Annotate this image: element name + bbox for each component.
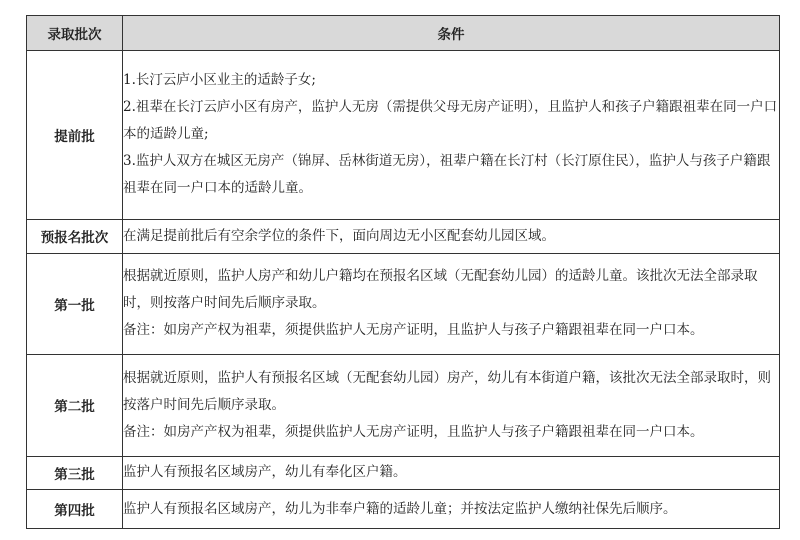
condition-note: 备注：如房产产权为祖辈，须提供监护人无房产证明，且监护人与孩子户籍跟祖辈在同一户口本。 [123, 423, 704, 440]
condition-cell [123, 456, 780, 490]
condition-note: 备注：如房产产权为祖辈，须提供监护人无房产证明，且监护人与孩子户籍跟祖辈在同一户口本。 [123, 322, 704, 339]
table-row-first-batch [27, 254, 780, 355]
condition-line: 1.长汀云庐小区业主的适龄子女; [123, 72, 316, 89]
condition-cell [123, 490, 780, 529]
table-row-advance-batch [27, 50, 780, 219]
table-row-third-batch [27, 456, 780, 490]
condition-cell [123, 254, 780, 355]
condition-line: 监护人有预报名区域房产，幼儿为非奉户籍的适龄儿童；并按法定监护人缴纳社保先后顺序。 [123, 500, 677, 517]
table-row-second-batch [27, 354, 780, 456]
condition-cell [123, 50, 780, 219]
condition-line: 在满足提前批后有空余学位的条件下，面向周边无小区配套幼儿园区域。 [123, 227, 555, 244]
batch-name: 提前批 [27, 50, 123, 219]
condition-cell [123, 219, 780, 254]
batch-name: 第四批 [27, 490, 123, 529]
batch-name: 第一批 [27, 254, 123, 355]
table-row-pre-registration-batch [27, 219, 780, 254]
header-condition: 条件 [123, 16, 780, 51]
condition-line: 根据就近原则，监护人房产和幼儿户籍均在预报名区域（无配套幼儿园）的适龄儿童。该批次无法全部录取时，则按落户时间先后顺序录取。 [123, 268, 758, 312]
condition-line: 3.监护人双方在城区无房产（锦屏、岳林街道无房），祖辈户籍在长汀村（长汀原住民），监护人与孩子户籍跟祖辈在同一户口本的适龄儿童。 [123, 153, 771, 197]
batch-name: 预报名批次 [27, 219, 123, 254]
table-row-fourth-batch [27, 490, 780, 529]
batch-name: 第二批 [27, 354, 123, 456]
condition-cell [123, 354, 780, 456]
admission-criteria-table [26, 15, 780, 529]
condition-line: 2.祖辈在长汀云庐小区有房产，监护人无房（需提供父母无房产证明），且监护人和孩子户籍跟祖辈在同一户口本的适龄儿童; [123, 99, 778, 143]
condition-line: 监护人有预报名区域房产，幼儿有奉化区户籍。 [123, 464, 407, 481]
batch-name: 第三批 [27, 456, 123, 490]
condition-line: 根据就近原则，监护人有预报名区域（无配套幼儿园）房产，幼儿有本街道户籍，该批次无法全部录取时，则按落户时间先后顺序录取。 [123, 369, 771, 413]
table-header-row [27, 16, 780, 51]
header-batch: 录取批次 [27, 16, 123, 51]
